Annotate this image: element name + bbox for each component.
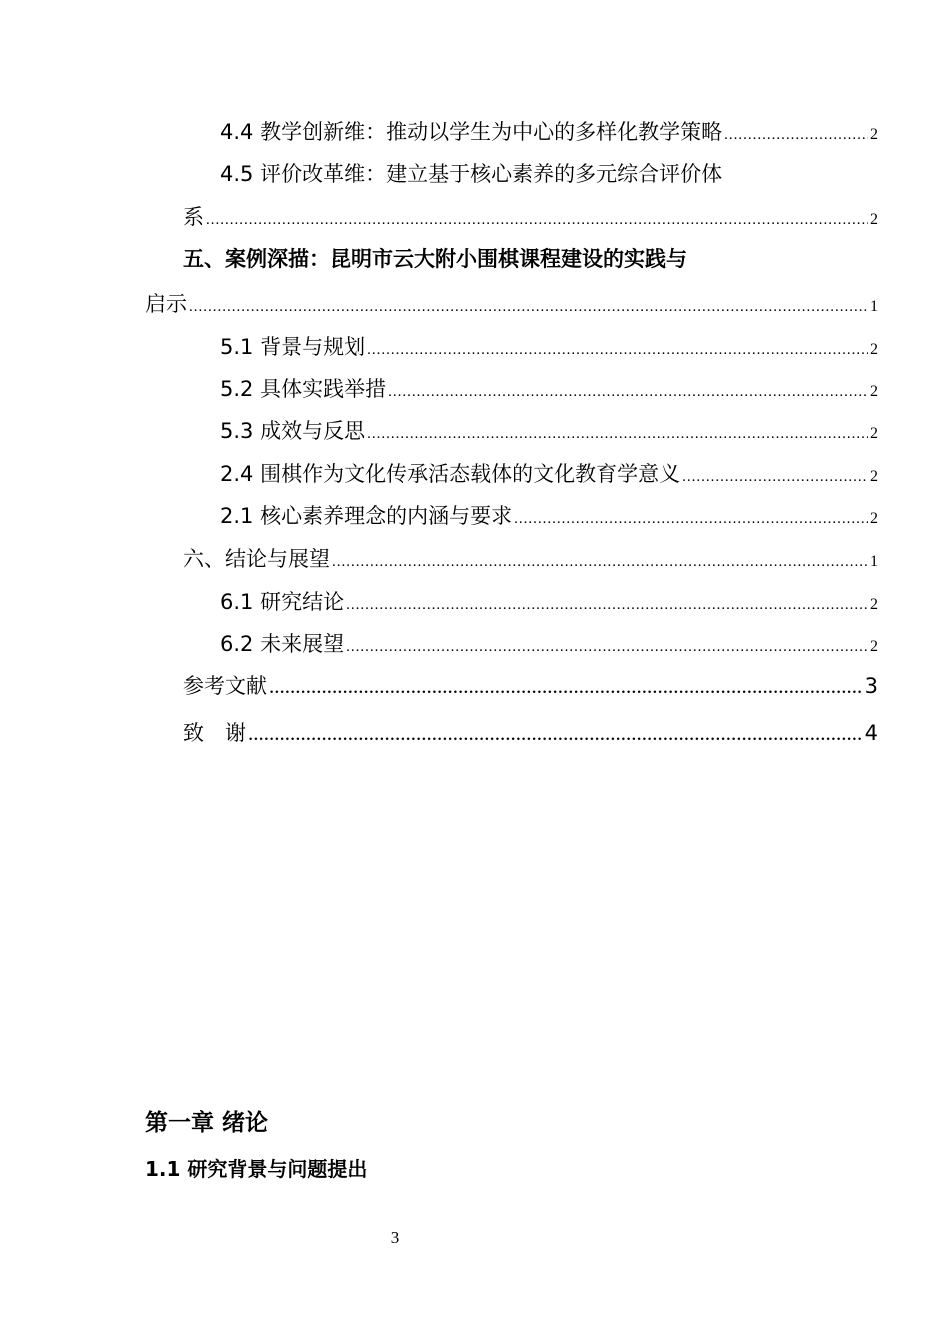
toc-entry-label: 5.3 成效与反思 (220, 419, 366, 443)
toc-leader-dots (248, 721, 863, 746)
toc-entry-2-1[interactable] (220, 500, 878, 530)
toc-entry-label: 参考文献 (183, 674, 267, 698)
toc-leader-dots (269, 674, 863, 699)
toc-entry-page: 1 (870, 553, 878, 570)
toc-entry-page: 2 (870, 510, 878, 527)
toc-entry-page: 1 (870, 298, 878, 315)
toc-chapter-6[interactable] (183, 543, 878, 573)
toc-entry-page: 2 (870, 425, 878, 442)
toc-leader-dots (388, 384, 868, 401)
toc-entry-label: 2.1 核心素养理念的内涵与要求 (220, 504, 513, 528)
toc-entry-page: 2 (870, 383, 878, 400)
toc-chapter-5[interactable] (145, 288, 878, 318)
toc-leader-dots (682, 469, 868, 486)
toc-leader-dots (346, 639, 868, 656)
toc-leader-dots (724, 127, 868, 144)
toc-leader-dots (206, 212, 868, 229)
toc-entry-label: 启示 (145, 292, 187, 316)
toc-entry-label: 系 (183, 205, 204, 229)
toc-leader-dots (367, 342, 868, 359)
toc-entry-page: 4 (864, 721, 878, 745)
toc-entry-label: 致 谢 (183, 721, 246, 745)
toc-entry-5-1[interactable] (220, 331, 878, 361)
toc-entry-page: 2 (870, 126, 878, 143)
section-title: 1.1 研究背景与问题提出 (145, 1157, 368, 1181)
toc-entry-6-2[interactable] (220, 628, 878, 658)
toc-entry-page: 2 (870, 638, 878, 655)
toc-entry-label: 5.2 具体实践举措 (220, 377, 387, 401)
toc-leader-dots (332, 554, 868, 571)
toc-leader-dots (189, 299, 868, 316)
toc-entry-page: 3 (864, 674, 878, 698)
toc-entry-label: 6.1 研究结论 (220, 590, 345, 614)
toc-leader-dots (346, 597, 868, 614)
page-number: 3 (390, 1228, 400, 1247)
toc-chapter-5-line1[interactable]: 五、案例深描：昆明市云大附小围棋课程建设的实践与 (183, 247, 687, 271)
toc-leader-dots (514, 511, 868, 528)
toc-entry-page: 2 (870, 211, 878, 228)
toc-entry-5-2[interactable] (220, 373, 878, 403)
toc-entry-label: 5.1 背景与规划 (220, 335, 366, 359)
toc-entry-label: 2.4 围棋作为文化传承活态载体的文化教育学意义 (220, 462, 681, 486)
toc-entry-4-5-line1[interactable]: 4.5 评价改革维：建立基于核心素养的多元综合评价体 (220, 162, 723, 186)
toc-entry-label: 6.2 未来展望 (220, 632, 345, 656)
toc-leader-dots (367, 426, 868, 443)
toc-entry-label: 4.4 教学创新维：推动以学生为中心的多样化教学策略 (220, 120, 723, 144)
toc-entry-6-1[interactable] (220, 586, 878, 616)
toc-entry-label: 六、结论与展望 (183, 547, 330, 571)
toc-entry-4-4[interactable] (220, 116, 878, 146)
toc-acknowledgements[interactable] (183, 717, 878, 747)
toc-entry-2-4[interactable] (220, 458, 878, 488)
toc-references[interactable] (183, 670, 878, 700)
toc-entry-page: 2 (870, 596, 878, 613)
toc-entry-page: 2 (870, 341, 878, 358)
chapter-title: 第一章 绪论 (145, 1110, 269, 1136)
toc-entry-page: 2 (870, 468, 878, 485)
toc-entry-5-3[interactable] (220, 415, 878, 445)
toc-entry-4-5[interactable] (183, 201, 878, 231)
